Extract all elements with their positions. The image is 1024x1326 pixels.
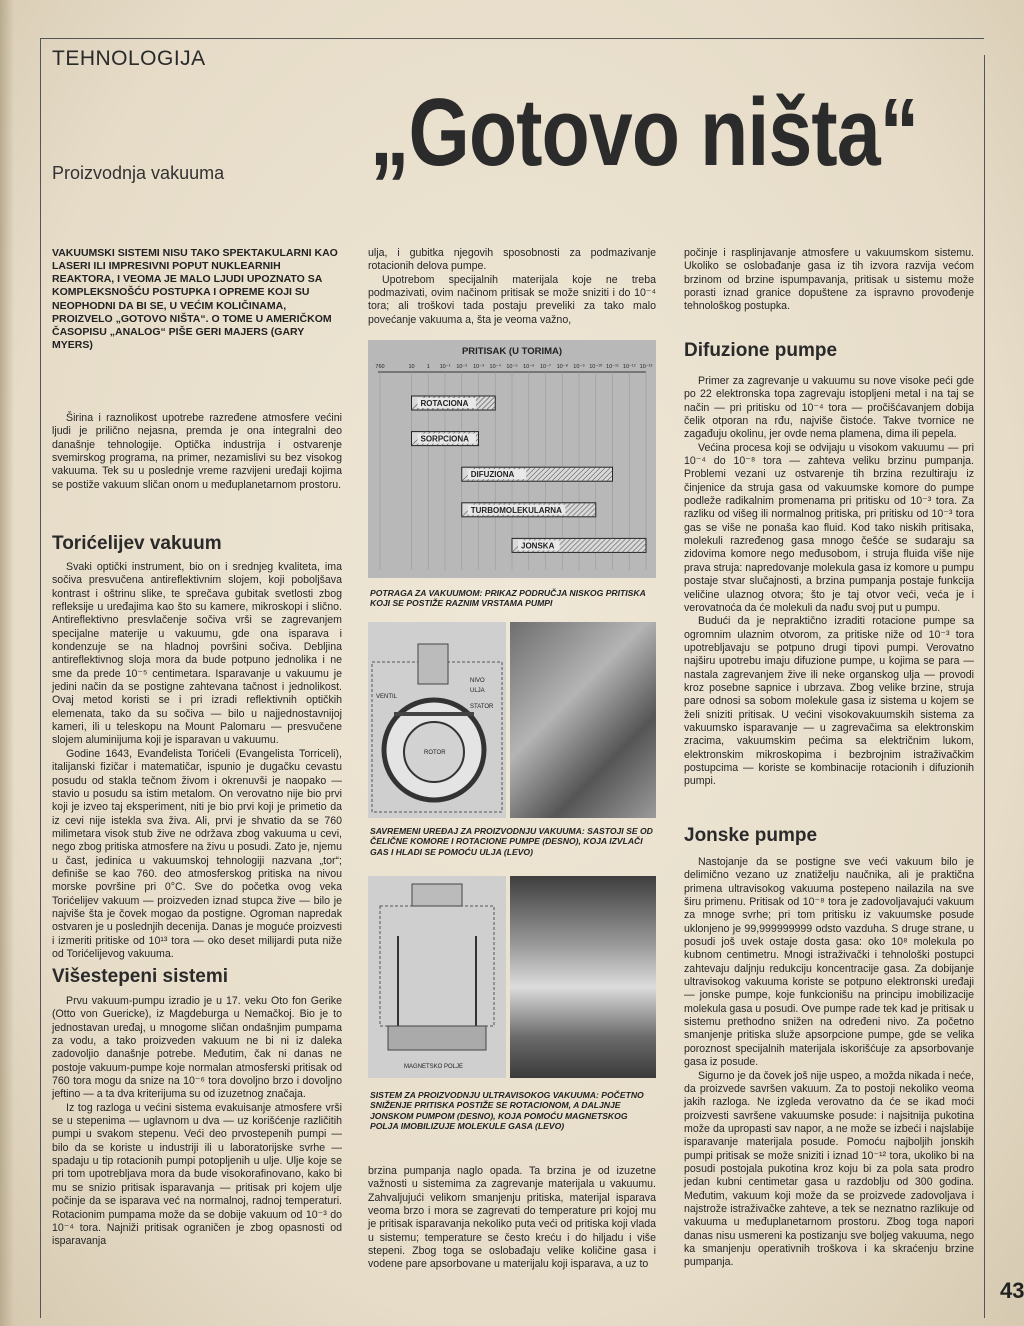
chart-tick-label: 10⁻¹⁰ <box>589 364 603 370</box>
difuzione-p2: Većina procesa koji se odvijaju u visokom vakuumu — pri 10⁻⁴ do 10⁻⁸ tora — zahteva veliku brzinu pumpanja. Problemi vezani uz ostvarenje tih brzina rezultiraju iz činjenice da struja gasa od vakuumske komore do pumpe podleže radikalnim promenama pri pritisku od 10⁻³ tora. Za razliku od višeg ili normalnog pritiska, pri pritisku od 10⁻³ tora gas se više ne ponaša kao fluid. Kod tako niskih pritisaka, molekuli razređenog gasa mnogo češće se sudaraju sa zidovima komore nego međusobom, i struja fluida više nije prava struja: napredovanje molekula gasa iz komore u pumpu postaje stvar slučajnosti, a brzina pumpanja postaje funkcija veličine ulaznog otvora; što je taj otvor veći, veća je i verovatnoća da će molekuli da nađu svoj put u pumpu. <box>684 441 974 614</box>
rotary-pump-schematic <box>368 622 506 818</box>
heading-visestepeni: Višestepeni sistemi <box>52 966 229 987</box>
photo2-caption: SISTEM ZA PROIZVODNJU ULTRAVISOKOG VAKUUMA: POČETNO SNIŽENJE PRITISKA POSTIŽE SE ROTACIONOM, A DALJNJE JONSKOM PUMPOM (DESNO), KOJA POMOĆU MAGNETSKOG POLJA IMOBILIZUJE MOLEKULE GASA (LEVO) <box>370 1090 644 1131</box>
vacuum-device-photo <box>510 622 656 818</box>
article-headline: „Gotovo ništa“ <box>370 79 919 186</box>
toricelli-body <box>52 561 342 961</box>
col2-top-body <box>368 247 656 327</box>
label-stator: STATOR <box>470 704 494 710</box>
label-ventil: VENTIL <box>376 694 398 700</box>
chart-bar-label: JONSKA <box>521 541 555 551</box>
article-subtitle: Proizvodnja vakuuma <box>52 163 225 183</box>
chart-tick-label: 10⁻³ <box>473 364 484 370</box>
toricelli-p2: Godine 1643, Evanđelista Torićeli (Evangelista Torriceli), italijanski fizičar i matematičar, ispunio je dugačku cevastu posudu od stakla tečnom živom i okrenuvši je naopako — stavio u posudu sa istim metalom. On verovatno nije bio prvi koji je izveo taj eksperiment, niti je bio prvi koji je primetio da iz cevi nije istekla sva živa. Ali, prvi je shvatio da se 760 milimetara visok stub žive ne održava zbog vakuuma u cevi, nego zbog pritiska atmosfere na živu u posudi. Zato je, njemu u čast, jedinica u vakuumskoj tehnologiji nazvana „tor“; definiše se kao 760. deo atmosferskog pritiska na nivou morske površine pri 0°C. Sve do početka ovog veka Torićelijev vakuum — proizveden iznad stupca žive — bilo je najviše šta je čovek mogao da postigne. Ogroman napredak ostvaren je u poslednjih decenija. Danas je moguće proizvesti i izmeriti pritiske od 10¹³ tora — oko deset milijardi puta niže od Torićelijevog vakuuma. <box>52 747 342 960</box>
chart-tick-label: 1 <box>426 364 430 370</box>
pressure-chart <box>368 340 656 578</box>
ion-pump-photo <box>510 876 656 1078</box>
col2-bottom-body <box>368 1165 656 1272</box>
difuzione-body <box>684 375 974 789</box>
intro-paragraph <box>52 412 342 492</box>
chart-caption: POTRAGA ZA VAKUUMOM: PRIKAZ PODRUČJA NISKOG PRITISKA KOJI SE POSTIŽE RAZNIM VRSTAMA PUMPI <box>370 588 646 609</box>
ion-pump-schematic <box>368 876 506 1078</box>
chart-tick-label: 10⁻⁹ <box>573 364 585 370</box>
col2-top-p2: Upotrebom specijalnih materijala koje ne treba podmazivati, ovim načinom pritisak se može sniziti i do 10⁻⁴ tora; ali troškovi tada postaju preveliki za tako malo povećanje vakuuma a, šta je veoma važno, <box>368 273 656 326</box>
left-rule <box>40 38 41 1318</box>
chart-bar-label: SORPCIONA <box>420 434 469 444</box>
top-rule <box>40 38 984 39</box>
chart-tick-label: 10⁻¹³ <box>639 364 653 370</box>
gutter-shadow <box>0 0 14 1326</box>
chart-tick-label: 10⁻¹ <box>439 364 451 370</box>
section-label: TEHNOLOGIJA <box>52 47 206 70</box>
col3-top-text: počinje i rasplinjavanje atmosfere u vakuumskom sistemu. Ukoliko se oslobađanje gasa iz tih izvora razvija većom brzinom od brzine ispumpavanja, pritisak u sistemu može porasti iznad granice dopuštene za ispravno provođenje tehnološkog postupka. <box>684 247 974 313</box>
chart-tick-label: 10⁻⁴ <box>489 364 501 370</box>
chart-tick-label: 10 <box>408 364 415 370</box>
chart-tick-label: 10⁻¹² <box>622 364 636 370</box>
visestepeni-p2: Iz tog razloga u većini sistema evakuisanje atmosfere vrši se u stepenima — uglavnom u dva — uz korišćenje različitih pumpi u svakom stepenu. Veći deo prvostepenih pumpi — bilo da se koriste u industriji ili u laboratorijske svrhe — spadaju u tip rotacionih pumpi potopljenih u ulje. Ulje koje se pri tom upotrebljava mora da bude visokorafinovano, kako bi mu se snizio pritisak isparavanja — pritisak pri kojem ulje počinje da se isparava već na normalnoj, radnoj temperaturi. Rotacionim pumpama može da se dobije vakuum od 10⁻³ do 10⁻⁴ tora. Najniži pritisak ograničen je zbog opasnosti od isparavanja <box>52 1101 342 1248</box>
article-lead: VAKUUMSKI SISTEMI NISU TAKO SPEKTAKULARNI KAO LASERI ILI IMPRESIVNI POPUT NUKLEARNIH REAKTORA, I VEOMA JE MALO LJUDI UPOZNATO SA KOMPLEKSNOŠĆU POSTUPKA I OPREME KOJI SU NEOPHODNI DA BI SE, U VEĆIM KOLIČINAMA, PROIZVELO „GOTOVO NIŠTA“. O TOME U AMERIČKOM ČASOPISU „ANALOG“ PIŠE GERI MAJERS (GARY MYERS) <box>52 247 338 351</box>
jonske-p2: Sigurno je da čovek još nije uspeo, a možda nikada i neće, da proizvede savršen vakuum. Za to postoji nekoliko veoma jakih razloga. Ne izgleda verovatno da će se ikad moći proizvesti savršene vakuumske posude: i najsitnija pukotina može da upropasti sav napor, a ne može se izbeći i najslabije isparavanje materijala posude. Pomoću najboljih jonskih pumpi pritisak se može sniziti i iznad 10⁻¹² tora, ukoliko bi na posudi postojala pukotina kroz koju bi za pola sata prodro jedan kubni centimetar gasa u razdoblju od 300 godina. Međutim, vakuum koji može da se proizvede zadovoljava i najstrože istraživačke zahteve, a tek se neznatno razlikuje od vakuuma u međuplanetarnom prostoru. Zbog toga napori danas nisu usmereni ka postizanju sve boljeg vakuuma, nego ka smanjenju operativnih troškova i ka skraćenju brzine pumpanja. <box>684 1069 974 1269</box>
jonske-p1: Nastojanje da se postigne sve veći vakuum bilo je delimično vezano uz znatiželju naučnika, ali je praktična primena ultravisokog vakuuma postepeno nailazila na sve širu primenu. Pritisak od 10⁻⁸ tora je zadovoljavajući vakuum za mnoge svrhe; pri tom pritisku iz vakuumske posude uklonjeno je 99,999999999 odsto vazduha. S druge strane, u posudi još uvek ostaje dosta gasa: oko 10⁸ molekula po kubnom centimetru. Mnogi istraživački i tehnološki postupci zahtevaju daljnju redukciju koncentracije gasa. Za dobijanje ultravisokog vakuuma koriste se potpuno elektronski uređaji — jonske pumpe, koje funkcionišu na principu imobilizacije molekula gasa u posudi. Ove pumpe rade tek kad je pritisak u sistemu prethodno snižen na određeni nivo. Za početno smanjenje pritiska služe apsorpcione pumpe, gde se velika poroznost specijalnih materijala iskorišćuje za apsorbovanje gasa iz posude. <box>684 856 974 1069</box>
chart-bar-label: DIFUZIONA <box>470 470 515 480</box>
photo1-caption: SAVREMENI UREĐAJ ZA PROIZVODNJU VAKUUMA: SASTOJI SE OD ČELIČNE KOMORE I ROTACIONE PUMPE (DESNO), KOJA IZVLAČI GAS I HLADI SE POMOĆU ULJA (LEVO) <box>370 826 653 857</box>
label-rotor: ROTOR <box>424 750 446 756</box>
difuzione-p3: Budući da je nepraktično izraditi rotacione pumpe sa ogromnim ulaznim otvorom, za pritiske niže od 10⁻³ tora upotrebljavaju se potpuno drugi tipovi pumpi. Verovatno najširu upotrebu imaju difuzione pumpe, u kojima se para — nastala zagrevanjem žive ili neke organskog ulja — provodi kroz posebne sapnice i ubrzava. Zbog velike brzine, struja pare odnosi sa sobom molekule gasa iz sistema u kojem se želi sniziti pritisak. U većini visokovakuumskih sistema za vakuumsko isparavanje — u zagrevačima sa elektronskim zracima, vakuumskim pećima sa električnim lukom, elektronskim mikroskopima i bezbrojnim istraživačkim postupcima — koriste se kombinacije rotacionih i difuzionih pumpi. <box>684 615 974 788</box>
intro-text: Širina i raznolikost upotrebe razređene atmosfere većini ljudi je prilično nejasna, premda je ona integralni deo današnje tehnologije. Optička industrija i ostvarenje svemirskog programa, na primer, nezamislivi su bez visokog vakuuma. Tek su u poslednje vreme razvijeni uređaji kojima se postiže vakuum sličan onom u međuplanetarnom prostoru. <box>52 412 342 491</box>
chart-bar-label: ROTACIONA <box>420 399 469 408</box>
visestepeni-p1: Prvu vakuum-pumpu izradio je u 17. veku Oto fon Gerike (Otto von Guericke), iz Magdeburga u Nemačkoj. Bio je to jednostavan uređaj, u mnogome sličan ondašnjim pumpama za vodu, a tako proizveden vakuum ne bi ni iz daleka zadovoljio današnje potrebe. Međutim, čak ni danas ne postoje vakuum-pumpe koje normalan atmosferski pritisak od 760 tora mogu da snize na 10⁻⁶ tora dovoljno brzo i dovoljno jeftino — a ta dva kriterijuma su od izuzetnog značaja. <box>52 995 342 1101</box>
col2-bottom-text: brzina pumpanja naglo opada. Ta brzina je od izuzetne važnosti u sistemima za zagrevanje materijala u vakuumu. Zahvaljujući velikom smanjenju pritiska, materijal isparava veoma brzo i mora se zagrevati do temperature pri kojoj mu je pritisak isparavanja nekoliko puta veći od pritiska koji vlada u sistemu; temperature se često kreću i do hiljadu i više stepeni. Zbog toga se oslobađaju velike količine gasa i vodene pare apsorbovane u materijalu koji isparava, a uz to <box>368 1165 656 1271</box>
visestepeni-body <box>52 995 342 1249</box>
chart-tick-label: 10⁻⁶ <box>523 364 535 370</box>
heading-jonske: Jonske pumpe <box>684 825 818 846</box>
label-nivo: NIVO <box>470 678 485 684</box>
label-magnetsko-polje: MAGNETSKO POLJE <box>404 1064 464 1070</box>
chart-tick-label: 10⁻⁵ <box>506 364 518 370</box>
jonske-body <box>684 856 974 1270</box>
chart-tick-label: 10⁻¹¹ <box>606 364 619 370</box>
heading-toricelli: Torićelijev vakuum <box>52 533 222 554</box>
chart-tick-label: 10⁻² <box>456 364 468 370</box>
chart-title: PRITISAK (U TORIMA) <box>461 346 563 357</box>
chart-tick-label: 10⁻⁸ <box>556 364 568 370</box>
difuzione-p1: Primer za zagrevanje u vakuumu su nove visoke peći gde po 22 elektronska topa zagrevaju istopljeni metal i na taj se način — pri pritisku od 10⁻⁴ tora — pročišćavanjem dobija čelik otporan na rđu, najviše čistoće. Takve tvornice ne zagađuju okolinu, jer ovde nema plamena, dima ili pepela. <box>684 375 974 441</box>
right-rule <box>984 55 985 1318</box>
chart-bar-label: TURBOMOLEKULARNA <box>470 505 562 515</box>
col3-top-body <box>684 247 974 314</box>
pressure-chart-svg <box>368 340 656 578</box>
chart-tick-label: 10⁻⁷ <box>539 364 552 370</box>
col2-top-text: ulja, i gubitka njegovih sposobnosti za podmazivanje rotacionih delova pumpe. <box>368 247 656 273</box>
heading-difuzione: Difuzione pumpe <box>684 340 838 361</box>
label-ulja: ULJA <box>470 688 485 694</box>
toricelli-p1: Svaki optički instrument, bio on i srednjeg kvaliteta, ima sočiva presvučena antireflektivnim slojem, koji poboljšava kontrast i oštrinu slike, te sprečava gubitak svetlosti zbog refleksije u uređajima kao što su kamere, mikroskopi i slično. Antireflektivno presvlačenje sočiva vrši se zagrevanjem specijalne materije u vakuumu, gde ona isparava i kondenzuje se na hladnoj površini sočiva. Debljina antireflektivnog sloja mora da bude potpuno jednolika i ne sme da prede 10⁻⁵ centimetara. Isparavanje u vakuumu je jedini način da se postigne zahtevana tačnost i jednolikost. Ovaj metod koristi se i pri izradi reflektivnih optičkih elemenata, tako da su sočiva — bilo u najjednostavnijoj kameri, ili u teleskopu na Mount Palomaru — presvučene slojem aluminijuma koji je isparavan u vakuumu. <box>52 561 342 747</box>
page-number: 43 <box>1000 1278 1024 1303</box>
chart-tick-label: 760 <box>375 364 385 370</box>
